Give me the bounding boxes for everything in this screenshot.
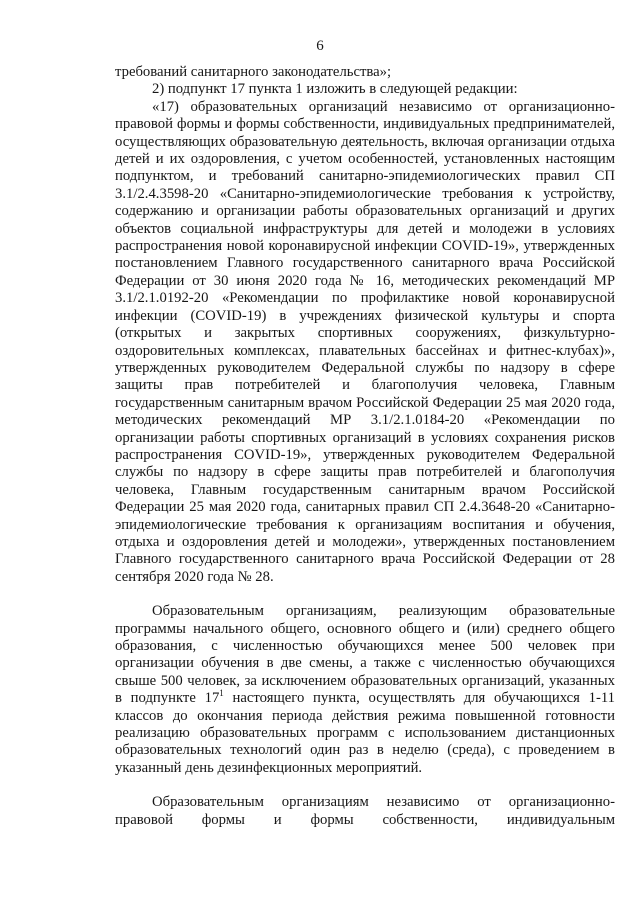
paragraph-educational-organizations: Образовательным организациям независимо от организационно-правовой формы и формы собственности, индивидуальным bbox=[115, 794, 615, 828]
page-number: 6 bbox=[316, 38, 324, 54]
paragraph-text-part: Образовательным организациям, реализующим образовательные программы начального общего, основного общего и (или) среднего общего образования, с численностью обучающихся менее 500 человек при организации обучения в две смены, а также с численностью обучающихся свыше 500 человек, за исключением образовательных организаций, указанных в подпункте 17 bbox=[115, 603, 615, 707]
document-body bbox=[115, 64, 615, 829]
paragraph-subclause-2: 2) подпункт 17 пункта 1 изложить в следующей редакции: bbox=[152, 81, 518, 98]
paragraph-subclause-17: «17) образовательных организаций независимо от организационно-правовой формы и формы собственности, индивидуальных предпринимателей, осуществляющих образовательную деятельность, включая организации отдыха детей и их оздоровления, с учетом особенностей, установленных настоящим подпунктом, и требований санитарно-эпидемиологических правил СП 3.1/2.4.3598-20 «Санитарно-эпидемиологические требования к устройству, содержанию и организации работы образовательных организаций и других объектов социальной инфраструктуры для детей и молодежи в условиях распространения новой коронавирусной инфекции COVID-19», утвержденных постановлением Главного государственного санитарного врача Российской Федерации от 30 июня 2020 года № 16, методических рекомендаций МР 3.1/2.1.0192-20 «Рекомендации по профилактике новой коронавирусной инфекции (COVID-19) в учреждениях физической культуры и спорта (открытых и закрытых спортивных сооружениях, физкультурно-оздоровительных комплексах, плавательных бассейнах и фитнес-клубах)», утвержденных руководителем Федеральной службы по надзору в сфере защиты прав потребителей и благополучия человека, Главным государственным санитарным врачом Российской Федерации 25 мая 2020 года, методических рекомендаций МР 3.1/2.1.0184-20 «Рекомендации по организации работы спортивных организаций в условиях сохранения рисков распространения COVID-19», утвержденных руководителем Федеральной службы по надзору в сфере защиты прав потребителей и благополучия человека, Главным государственным санитарным врачом Российской Федерации 25 мая 2020 года, санитарных правил СП 2.4.3648-20 «Санитарно-эпидемиологические требования к организациям воспитания и обучения, отдыха и оздоровления детей и молодежи», утвержденных постановлением Главного государственного санитарного врача Российской Федерации от 28 сентября 2020 года № 28. bbox=[115, 98, 615, 585]
paragraph-schools-remote-learning bbox=[115, 603, 615, 777]
paragraph-continuation: требований санитарного законодательства»; bbox=[115, 64, 392, 80]
superscript-index: 1 bbox=[219, 688, 224, 699]
paragraph-text-part: настоящего пункта, осуществлять для обучающихся 1-11 классов до окончания периода действия режима повышенной готовности реализацию образовательных программ с использованием дистанционных образовательных технологий один раз в неделю (среда), с проведением в указанный день дезинфекционных мероприятий. bbox=[115, 690, 615, 776]
